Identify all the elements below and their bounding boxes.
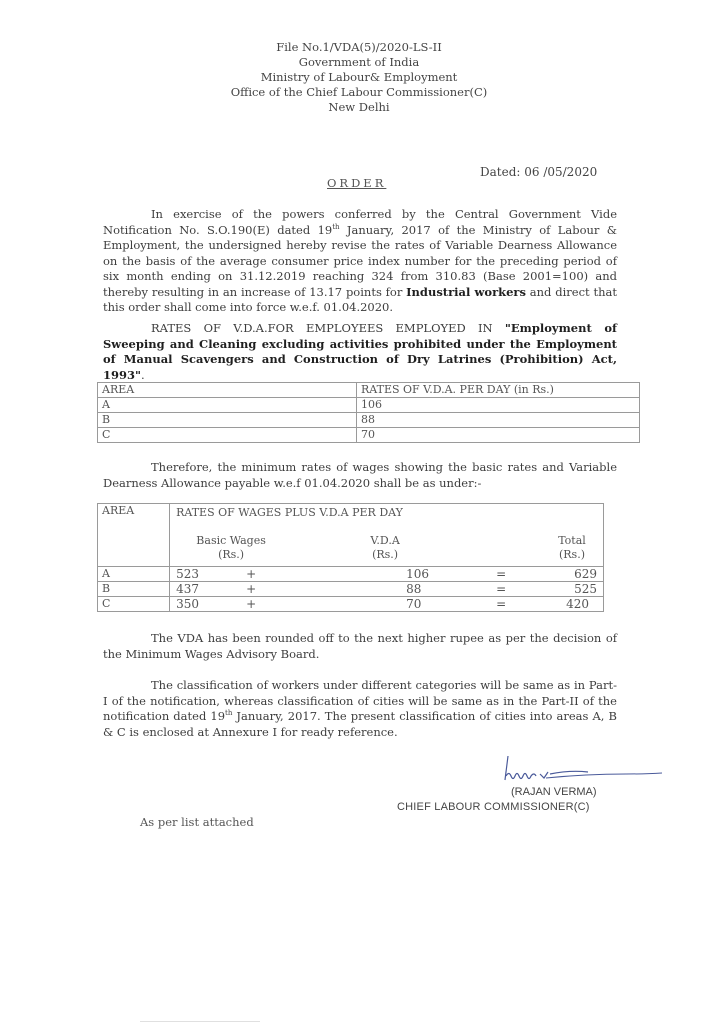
table-row — [98, 398, 640, 413]
plus-sign: + — [246, 597, 257, 611]
signature-icon — [468, 756, 668, 790]
wages-subheaders — [170, 534, 603, 562]
vda-area-cell: A — [98, 398, 357, 413]
total-label: Total — [558, 534, 586, 547]
plus-sign: + — [246, 582, 257, 596]
wages-group-title: RATES OF WAGES PLUS V.D.A PER DAY — [176, 506, 403, 519]
wages-header-area: AREA — [98, 504, 170, 567]
total-unit: (Rs.) — [558, 548, 585, 561]
para2-text-a: RATES OF V.D.A.FOR EMPLOYEES EMPLOYED IN — [151, 321, 505, 335]
page-bottom-rule — [140, 1021, 260, 1022]
table-row — [98, 567, 604, 582]
table-row — [98, 582, 604, 597]
vda-value: 106 — [406, 567, 429, 581]
order-paragraph-2 — [103, 321, 617, 383]
para4-text: The VDA has been rounded off to the next higher rupee as per the decision of the Minimum Wages Advisory Board. — [103, 631, 617, 661]
table-row — [98, 428, 640, 443]
vda-rate-cell: 88 — [357, 413, 640, 428]
wages-table-header-row — [98, 504, 604, 567]
para5-text-a: The classification of workers under different categories will be same as in Part-I of the notification, whereas classification of cities will be same as in the Part-II of the notification dated 19 — [103, 678, 617, 723]
vda-table-header-row — [98, 383, 640, 398]
vda-label: V.D.A — [370, 534, 400, 547]
order-title: ORDER — [327, 176, 387, 190]
para5-text-b: January, 2017. The present classification of cities into areas A, B & C is enclosed at Annexure I for ready reference. — [103, 709, 617, 739]
wages-row-values — [170, 597, 604, 612]
order-paragraph-5 — [103, 678, 617, 740]
wages-area-cell: C — [98, 597, 170, 612]
table-row — [98, 413, 640, 428]
vda-header-area: AREA — [98, 383, 357, 398]
basic-wage-value: 350 — [176, 597, 199, 611]
order-paragraph-3 — [103, 460, 617, 491]
wages-row-values — [170, 567, 604, 582]
vda-rate-cell: 70 — [357, 428, 640, 443]
wages-plus-vda-table — [97, 503, 604, 612]
signatory-name: (RAJAN VERMA) — [511, 786, 597, 798]
basic-wages-label: Basic Wages — [196, 534, 266, 547]
city-line: New Delhi — [328, 100, 390, 114]
government-line: Government of India — [298, 55, 420, 69]
vda-area-cell: B — [98, 413, 357, 428]
wages-header-group — [170, 504, 604, 567]
order-paragraph-1 — [103, 207, 617, 316]
wages-area-cell: B — [98, 582, 170, 597]
wages-row-values — [170, 582, 604, 597]
total-header — [547, 534, 597, 562]
plus-sign: + — [246, 567, 257, 581]
vda-area-cell: C — [98, 428, 357, 443]
ministry-line: Ministry of Labour& Employment — [260, 70, 458, 84]
order-paragraph-4 — [103, 631, 617, 662]
basic-wage-value: 523 — [176, 567, 199, 581]
basic-wages-header — [176, 534, 286, 562]
equals-sign: = — [496, 582, 507, 596]
vda-value: 70 — [406, 597, 422, 611]
signatory-title: CHIEF LABOUR COMMISSIONER(C) — [397, 801, 590, 813]
para1-sup: th — [332, 222, 340, 231]
para1-text-c: and direct that this order shall come into force w.e.f. 01.04.2020. — [103, 284, 617, 314]
para5-sup: th — [225, 709, 233, 718]
para3-text: Therefore, the minimum rates of wages showing the basic rates and Variable Dearness Allowance payable w.e.f 01.04.2020 shall be as under:- — [103, 460, 617, 490]
document-header — [0, 40, 718, 115]
equals-sign: = — [496, 597, 507, 611]
para2-text-b: . — [141, 367, 145, 382]
para1-text-b: January, 2017 of the Ministry of Labour & Employment, the undersigned hereby revise the rates of Variable Dearness Allowance on the basis of the average consumer price index number for the preceding period of six month ending on 31.12.2019 reaching 324 from 310.83 (Base 2001=100) and thereby resulting in an increase of 13.17 points for — [103, 222, 617, 299]
basic-wage-value: 437 — [176, 582, 199, 596]
office-line: Office of the Chief Labour Commissioner(C) — [230, 85, 488, 99]
vda-unit: (Rs.) — [372, 548, 399, 561]
vda-header — [352, 534, 418, 562]
basic-wages-unit: (Rs.) — [218, 548, 245, 561]
total-value: 525 — [574, 582, 597, 596]
total-value: 629 — [574, 567, 597, 581]
vda-value: 88 — [406, 582, 422, 596]
para1-text-a: In exercise of the powers conferred by the Central Government Vide Notification No. S.O.190(E) dated 19 — [103, 207, 617, 237]
table-row — [98, 597, 604, 612]
date-line: Dated: 06 /05/2020 — [480, 165, 598, 179]
vda-rate-cell: 106 — [357, 398, 640, 413]
total-value: 420 — [566, 597, 589, 611]
wages-area-cell: A — [98, 567, 170, 582]
employment-category-bold: "Employment of Sweeping and Cleaning excluding activities prohibited under the Employment of Manual Scavengers and Construction of Dry Latrines (Prohibition) Act, 1993" — [103, 321, 618, 382]
file-number: File No.1/VDA(5)/2020-LS-II — [276, 40, 442, 54]
attachment-note: As per list attached — [140, 815, 254, 829]
equals-sign: = — [496, 567, 507, 581]
vda-rates-table — [97, 382, 640, 443]
vda-header-rate: RATES OF V.D.A. PER DAY (in Rs.) — [357, 383, 640, 398]
industrial-workers-bold: Industrial workers — [406, 284, 526, 299]
